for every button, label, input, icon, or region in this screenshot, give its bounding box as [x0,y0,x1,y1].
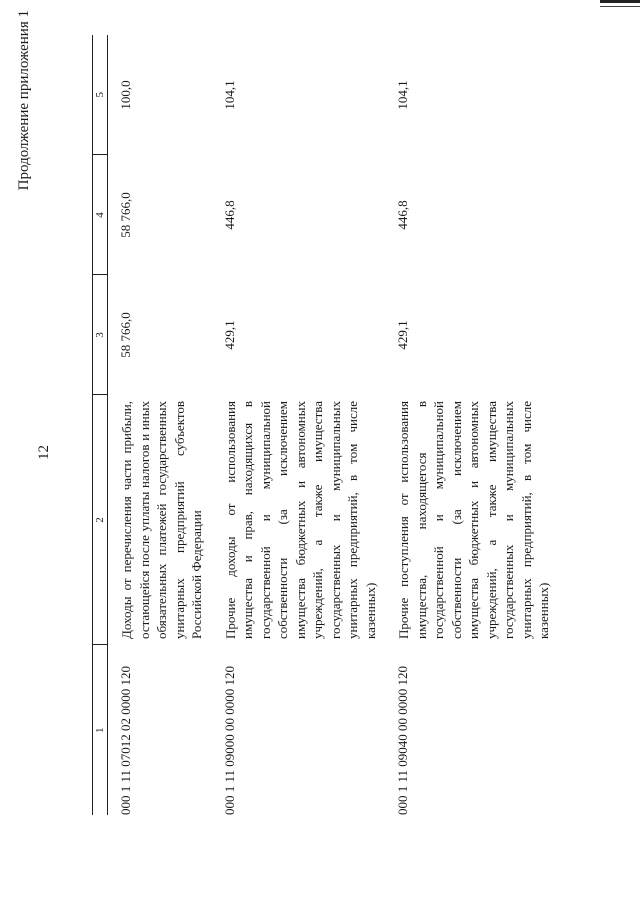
row-value-col3: 58 766,0 [118,312,133,358]
table-header-row [93,35,108,815]
row-value-col3: 429,1 [395,320,410,350]
table-row [212,35,386,815]
row-description: Прочие поступления от использования имущества, находящегося в государственной и муниципальной собственности (за исключением имущества бюджетных и автономных учреждений, а также имущества государственных и муниципальных унитарных предприятий, в том числе казенных) [396,401,551,639]
row-value-col3: 429,1 [221,320,237,350]
row-code: 000 1 11 07012 02 0000 120 [118,665,133,815]
header-col-5: 5 [93,35,108,155]
row-description: Прочие доходы от использования имущества и прав, находящихся в государственной и муниципальной собственности (за исключением имущества бюджетных и автономных учреждений, а также имущества государственных и муниципальных унитарных предприятий, в том числе казенных) [222,401,378,639]
header-col-3: 3 [93,275,108,395]
row-value-col4: 58 766,0 [118,192,133,238]
header-col-2: 2 [93,395,108,645]
row-value-col4: 446,8 [395,200,410,230]
row-value-col5: 104,1 [395,80,410,110]
table-row [385,35,559,815]
page-number: 12 [36,445,52,460]
appendix-continuation-label: Продолжение приложения 1 [16,10,32,191]
row-value-col4: 446,8 [221,200,237,230]
row-value-col5: 104,1 [221,80,237,110]
row-value-col5: 100,0 [118,80,133,110]
header-col-1: 1 [93,645,108,815]
row-code: 000 1 11 09000 00 0000 120 [221,665,237,815]
header-col-4: 4 [93,155,108,275]
row-description: Доходы от перечисления части прибыли, остающейся после уплаты налогов и иных обязательных платежей государственных унитарных предприятий субъектов Российской Федерации [119,401,204,639]
table-row [108,35,212,815]
row-code: 000 1 11 09040 00 0000 120 [395,665,410,815]
revenue-table [92,35,559,815]
